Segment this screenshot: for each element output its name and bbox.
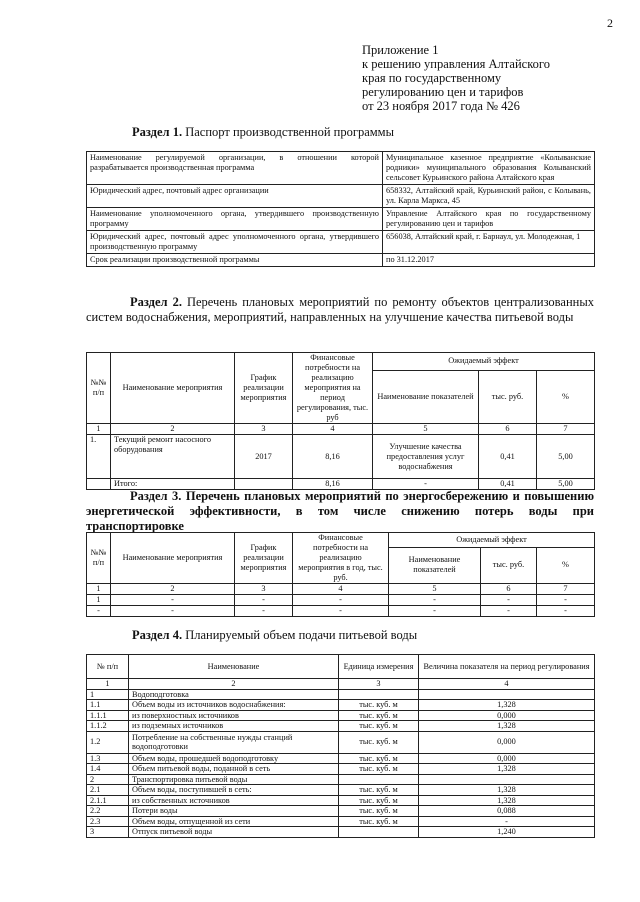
col-number: 2 [111, 584, 235, 595]
empty-cell [235, 479, 293, 490]
section-4-heading [132, 628, 417, 643]
row-name: Текущий ремонт насосного оборудования [111, 435, 235, 479]
passport-value: 658332, Алтайский край, Курьинский район, с Колывань, ул. Карла Маркса, 45 [383, 185, 595, 208]
passport-name: Юридический адрес, почтовый адрес организации [87, 185, 383, 208]
col-number: 4 [419, 679, 595, 690]
column-number-row [87, 424, 595, 435]
passport-table [86, 151, 595, 267]
total-thousand: 0,41 [479, 479, 537, 490]
row-indicator: Улучшение качества предоставления услуг водоснабжения [373, 435, 479, 479]
row-name: Водоподготовка [129, 689, 339, 700]
section-3-label: Раздел 3. [130, 489, 182, 503]
energy-saving-table [86, 532, 595, 617]
section-2-heading [86, 295, 594, 325]
cell: - [111, 595, 235, 606]
col-header-name: Наименование мероприятия [111, 533, 235, 584]
passport-value: Муниципальное казенное предприятие «Колыванские родники» муниципального образования Колыванский сельсовет Курьинского района Алтайского края [383, 152, 595, 185]
col-number: 6 [479, 424, 537, 435]
row-unit: тыс. куб. м [339, 710, 419, 721]
table-row [87, 606, 595, 617]
row-unit [339, 774, 419, 785]
row-value: - [419, 816, 595, 827]
passport-name: Наименование уполномоченного органа, утвердившего производственную программу [87, 208, 383, 231]
row-num: 2 [87, 774, 129, 785]
row-value: 1,328 [419, 764, 595, 775]
passport-value: Управление Алтайского края по государственному регулированию цен и тарифов [383, 208, 595, 231]
row-num: 2.3 [87, 816, 129, 827]
row-unit: тыс. куб. м [339, 764, 419, 775]
col-number: 3 [339, 679, 419, 690]
repair-measures-table [86, 352, 595, 490]
section-3-heading [86, 489, 594, 534]
table-row [87, 208, 595, 231]
water-supply-table [86, 654, 595, 838]
section-3-title: Перечень плановых мероприятий по энергосбережению и повышению энергетической эффективности, в том числе снижению потерь воды при транспортировке [86, 489, 594, 533]
row-name: Отпуск питьевой воды [129, 827, 339, 838]
row-num: 1.1.1 [87, 710, 129, 721]
row-num: 1.1 [87, 700, 129, 711]
cell: - [389, 606, 481, 617]
col-number: 1 [87, 424, 111, 435]
col-header-num: №№ п/п [87, 533, 111, 584]
table-row [87, 816, 595, 827]
column-number-row [87, 584, 595, 595]
table-row [87, 721, 595, 732]
table-row [87, 795, 595, 806]
row-value: 1,240 [419, 827, 595, 838]
cell: - [537, 606, 595, 617]
section-2-label: Раздел 2. [130, 295, 182, 309]
cell: - [481, 606, 537, 617]
table-row [87, 731, 595, 753]
table-row [87, 435, 595, 479]
col-number: 1 [87, 679, 129, 690]
table-row [87, 764, 595, 775]
col-header-unit: Единица измерения [339, 655, 419, 679]
row-finance: 8,16 [293, 435, 373, 479]
row-num: 1.1.2 [87, 721, 129, 732]
row-name: Объем воды из источников водоснабжения: [129, 700, 339, 711]
empty-cell [87, 479, 111, 490]
row-unit: тыс. куб. м [339, 806, 419, 817]
cell: 1 [87, 595, 111, 606]
row-unit [339, 827, 419, 838]
col-header-thousand: тыс. руб. [481, 547, 537, 583]
row-unit: тыс. куб. м [339, 753, 419, 764]
table-row [87, 254, 595, 267]
col-header-num: №№ п/п [87, 353, 111, 424]
col-header-effect: Ожидаемый эффект [389, 533, 595, 548]
row-name: Объем воды, отпущенной из сети [129, 816, 339, 827]
row-name: Потребление на собственные нужды станций водоподготовки [129, 731, 339, 753]
table-header-row [87, 353, 595, 371]
col-number: 7 [537, 584, 595, 595]
table-row [87, 700, 595, 711]
table-row [87, 753, 595, 764]
appendix-header [362, 43, 550, 113]
col-header-indicator: Наименование показателей [373, 370, 479, 423]
row-value: 1,328 [419, 785, 595, 796]
col-header-effect: Ожидаемый эффект [373, 353, 595, 371]
row-value: 1,328 [419, 795, 595, 806]
col-header-thousand: тыс. руб. [479, 370, 537, 423]
col-header-name: Наименование [129, 655, 339, 679]
col-header-finance: Финансовые потребности на реализацию мероприятия на период регулирования, тыс. руб [293, 353, 373, 424]
col-number: 4 [293, 584, 389, 595]
table-row [87, 806, 595, 817]
row-num: 1. [87, 435, 111, 479]
page-number: 2 [607, 16, 613, 30]
col-number: 2 [111, 424, 235, 435]
row-num: 1.2 [87, 731, 129, 753]
passport-name: Срок реализации производственной программы [87, 254, 383, 267]
cell: - [87, 606, 111, 617]
col-number: 5 [389, 584, 481, 595]
row-num: 1 [87, 689, 129, 700]
col-header-percent: % [537, 547, 595, 583]
cell: - [293, 606, 389, 617]
row-value [419, 774, 595, 785]
section-1-title: Паспорт производственной программы [185, 125, 394, 139]
row-name: Объем питьевой воды, поданной в сеть [129, 764, 339, 775]
table-row [87, 152, 595, 185]
row-name: Объем воды, поступившей в сеть: [129, 785, 339, 796]
appendix-line: края по государственному [362, 71, 502, 85]
section-4-label: Раздел 4. [132, 628, 183, 642]
row-unit: тыс. куб. м [339, 721, 419, 732]
table-header-row [87, 533, 595, 548]
passport-name: Юридический адрес, почтовый адрес уполномоченного органа, утвердившего производственную программу [87, 231, 383, 254]
row-unit: тыс. куб. м [339, 816, 419, 827]
col-header-finance: Финансовые потребности на реализацию мероприятия в год, тыс. руб. [293, 533, 389, 584]
row-value: 0,000 [419, 710, 595, 721]
row-schedule: 2017 [235, 435, 293, 479]
col-header-percent: % [537, 370, 595, 423]
section-2-title: Перечень плановых мероприятий по ремонту объектов централизованных систем водоснабжения, мероприятий, направленных на улучшение качества питьевой воды [86, 295, 594, 324]
col-number: 3 [235, 424, 293, 435]
table-row [87, 827, 595, 838]
col-number: 6 [481, 584, 537, 595]
row-name: Потери воды [129, 806, 339, 817]
passport-value: по 31.12.2017 [383, 254, 595, 267]
table-row [87, 595, 595, 606]
row-num: 2.1 [87, 785, 129, 796]
col-number: 7 [537, 424, 595, 435]
col-header-schedule: График реализации мероприятия [235, 353, 293, 424]
table-row [87, 785, 595, 796]
col-header-num: № п/п [87, 655, 129, 679]
row-unit: тыс. куб. м [339, 700, 419, 711]
cell: - [389, 595, 481, 606]
row-value [419, 689, 595, 700]
row-value: 0,088 [419, 806, 595, 817]
appendix-line: к решению управления Алтайского [362, 57, 550, 71]
col-number: 4 [293, 424, 373, 435]
col-number: 5 [373, 424, 479, 435]
row-name: Транспортировка питьевой воды [129, 774, 339, 785]
col-header-schedule: График реализации мероприятия [235, 533, 293, 584]
section-1-label: Раздел 1. [132, 125, 183, 139]
cell: - [293, 595, 389, 606]
column-number-row [87, 679, 595, 690]
row-unit: тыс. куб. м [339, 795, 419, 806]
row-name: из поверхностных источников [129, 710, 339, 721]
col-number: 1 [87, 584, 111, 595]
row-thousand: 0,41 [479, 435, 537, 479]
row-unit: тыс. куб. м [339, 731, 419, 753]
row-value: 0,000 [419, 753, 595, 764]
table-row [87, 710, 595, 721]
row-value: 1,328 [419, 700, 595, 711]
appendix-line: Приложение 1 [362, 43, 439, 57]
appendix-line: от 23 ноября 2017 года № 426 [362, 99, 520, 113]
section-1-heading [132, 125, 394, 140]
row-num: 1.3 [87, 753, 129, 764]
row-percent: 5,00 [537, 435, 595, 479]
cell: - [111, 606, 235, 617]
total-percent: 5,00 [537, 479, 595, 490]
passport-value: 656038, Алтайский край, г. Барнаул, ул. Молодежная, 1 [383, 231, 595, 254]
row-num: 3 [87, 827, 129, 838]
cell: - [481, 595, 537, 606]
table-header-row [87, 655, 595, 679]
row-name: Объем воды, прошедшей водоподготовку [129, 753, 339, 764]
row-unit: тыс. куб. м [339, 785, 419, 796]
total-indicator: - [373, 479, 479, 490]
cell: - [537, 595, 595, 606]
row-name: из собственных источников [129, 795, 339, 806]
total-label: Итого: [111, 479, 235, 490]
cell: - [235, 606, 293, 617]
table-row [87, 774, 595, 785]
cell: - [235, 595, 293, 606]
col-header-value: Величина показателя на период регулирования [419, 655, 595, 679]
row-num: 2.2 [87, 806, 129, 817]
col-number: 2 [129, 679, 339, 690]
col-header-name: Наименование мероприятия [111, 353, 235, 424]
section-4-title: Планируемый объем подачи питьевой воды [185, 628, 418, 642]
row-name: из подземных источников [129, 721, 339, 732]
appendix-line: регулированию цен и тарифов [362, 85, 524, 99]
row-unit [339, 689, 419, 700]
row-num: 1.4 [87, 764, 129, 775]
passport-name: Наименование регулируемой организации, в отношении которой разрабатывается производственная программа [87, 152, 383, 185]
total-finance: 8,16 [293, 479, 373, 490]
table-row [87, 689, 595, 700]
row-value: 1,328 [419, 721, 595, 732]
row-num: 2.1.1 [87, 795, 129, 806]
col-header-indicator: Наименование показателей [389, 547, 481, 583]
col-number: 3 [235, 584, 293, 595]
table-row [87, 231, 595, 254]
table-row [87, 185, 595, 208]
total-row [87, 479, 595, 490]
row-value: 0,000 [419, 731, 595, 753]
